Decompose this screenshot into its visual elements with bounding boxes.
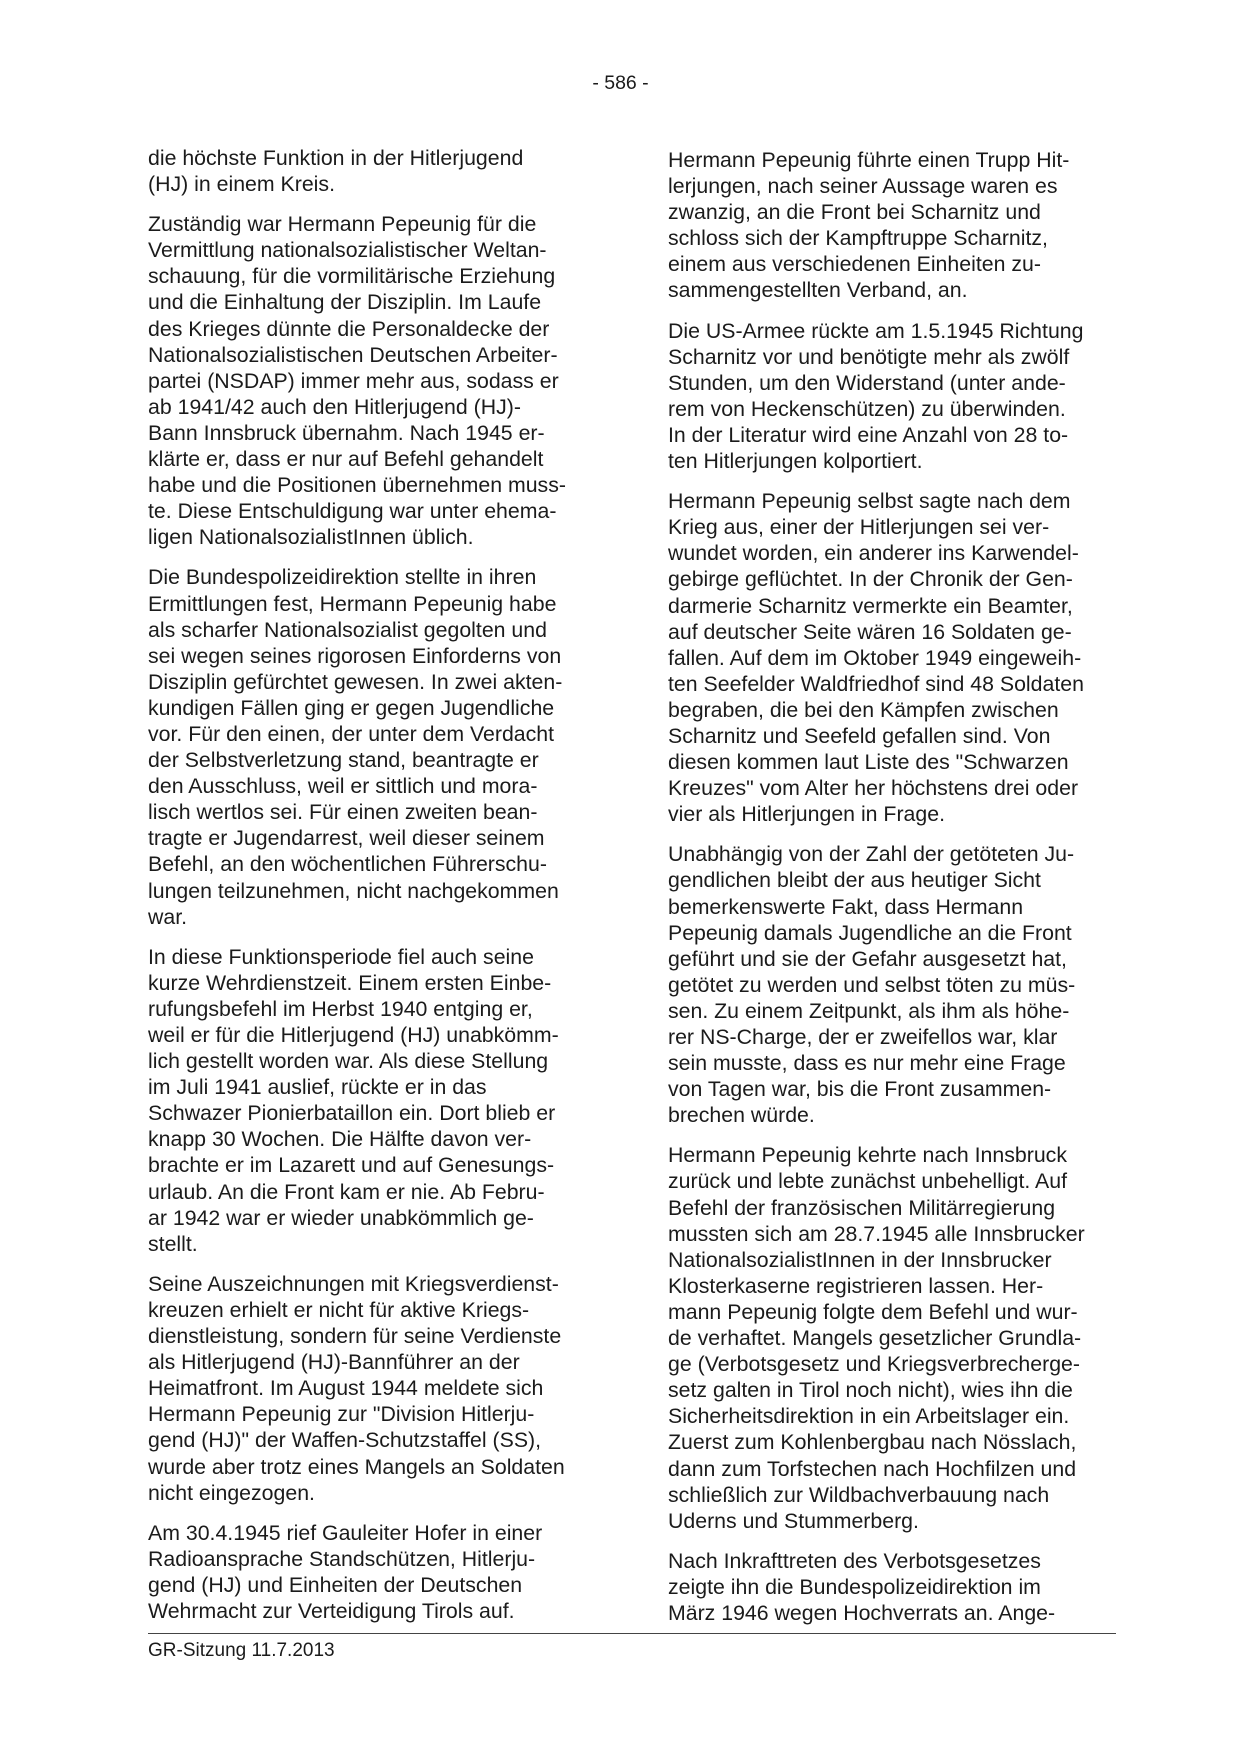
paragraph: Hermann Pepeunig kehrte nach Innsbruck zurück und lebte zunächst unbehelligt. Auf Befehl der französischen Militärregierung mussten sich am 28.7.1945 alle Innsbrucker NationalsozialistInnen in der Innsbrucker Klosterkaserne registrieren lassen. Her- mann Pepeunig folgte dem Befehl und wur- de verhaftet. Mangels gesetzlicher Grundla- ge (Verbotsgesetz und Kriegsverbrecherge- setz galten in Tirol noch nicht), wies ihn die Sicherheitsdirektion in ein Arbeitslager ein. Zuerst zum Kohlenbergbau nach Nösslach, dann zum Torfstechen nach Hochfilzen und schließlich zur Wildbachverbauung nach Uderns und Stummerberg. [668,1143,1085,1533]
paragraph: Die Bundespolizeidirektion stellte in ihren Ermittlungen fest, Hermann Pepeunig habe als scharfer Nationalsozialist gegolten und sei wegen seines rigorosen Einforderns von Disziplin gefürchtet gewesen. In zwei akten- kundigen Fällen ging er gegen Jugendliche vor. Für den einen, der unter dem Verdacht der Selbstverletzung stand, beantragte er den Ausschluss, weil er sittlich und mora- lisch wertlos sei. Für einen zweiten bean- tragte er Jugendarrest, weil dieser seinem Befehl, an den wöchentlichen Führerschu- lungen teilzunehmen, nicht nachgekommen war. [148,565,563,929]
paragraph: Nach Inkrafttreten des Verbotsgesetzes zeigte ihn die Bundespolizeidirektion im März 1946 wegen Hochverrats an. Ange- [668,1548,1056,1625]
paragraph: Seine Auszeichnungen mit Kriegsverdienst- kreuzen erhielt er nicht für aktive Kriegs- dienstleistung, sondern für seine Verdienste als Hitlerjugend (HJ)-Bannführer an der Heimatfront. Im August 1944 meldete sich Hermann Pepeunig zur "Division Hitlerju- gend (HJ)" der Waffen-Schutzstaffel (SS), wurde aber trotz eines Mangels an Soldaten nicht eingezogen. [148,1271,565,1505]
paragraph: die höchste Funktion in der Hitlerjugend (HJ) in einem Kreis. [148,146,524,197]
paragraph: Hermann Pepeunig selbst sagte nach dem Krieg aus, einer der Hitlerjungen sei ver- wundet worden, ein anderer ins Karwendel- gebirge geflüchtet. In der Chronik der Gen- darmerie Scharnitz vermerkte ein Beamter, auf deutscher Seite wären 16 Soldaten ge- fallen. Auf dem im Oktober 1949 eingeweih- ten Seefelder Waldfriedhof sind 48 Soldaten begraben, die bei den Kämpfen zwischen Scharnitz und Seefeld gefallen sind. Von diesen kommen laut Liste des "Schwarzen Kreuzes" vom Alter her höchstens drei oder vier als Hitlerjungen in Frage. [668,489,1084,827]
paragraph: Unabhängig von der Zahl der getöteten Ju- gendlichen bleibt der aus heutiger Sicht bemerkenswerte Fakt, dass Hermann Pepeunig damals Jugendliche an die Front geführt und sie der Gefahr ausgesetzt hat, getötet zu werden und selbst töten zu müs- sen. Zu einem Zeitpunkt, als ihm als höhe- rer NS-Charge, der er zweifellos war, klar sein musste, dass es nur mehr eine Frage von Tagen war, bis die Front zusammen- brechen würde. [668,842,1076,1128]
paragraph: Am 30.4.1945 rief Gauleiter Hofer in einer Radioansprache Standschützen, Hitlerju- gend (HJ) und Einheiten der Deutschen Wehrmacht zur Verteidigung Tirols auf. [148,1520,543,1623]
paragraph: Hermann Pepeunig führte einen Trupp Hit- lerjungen, nach seiner Aussage waren es zwanzig, an die Front bei Scharnitz und schloss sich der Kampftruppe Scharnitz, einem aus verschiedenen Einheiten zu- sammengestellten Verband, an. [668,148,1070,303]
footer-divider [148,1633,1116,1634]
page-number: - 586 - [592,72,649,94]
paragraph: In diese Funktionsperiode fiel auch seine kurze Wehrdienstzeit. Einem ersten Einbe- rufungsbefehl im Herbst 1940 entging er, weil er für die Hitlerjugend (HJ) unabkömm- lich gestellt worden war. Als diese Stellung im Juli 1941 auslief, rückte er in das Schwazer Pionierbataillon ein. Dort blieb er knapp 30 Wochen. Die Hälfte davon ver- brachte er im Lazarett und auf Genesungs- urlaub. An die Front kam er nie. Ab Febru- ar 1942 war er wieder unabkömmlich ge- stellt. [148,944,559,1256]
footer-text: GR-Sitzung 11.7.2013 [148,1640,335,1661]
right-column [668,147,1112,1640]
left-column [148,145,592,1638]
paragraph: Zuständig war Hermann Pepeunig für die Vermittlung nationalsozialistischer Weltan- schauung, für die vormilitärische Erziehung und die Einhaltung der Disziplin. Im Laufe des Krieges dünnte die Personaldecke der Nationalsozialistischen Deutschen Arbeiter- partei (NSDAP) immer mehr aus, sodass er ab 1941/42 auch den Hitlerjugend (HJ)- Bann Innsbruck übernahm. Nach 1945 er- klärte er, dass er nur auf Befehl gehandelt habe und die Positionen übernehmen muss- te. Diese Entschuldigung war unter ehema- ligen NationalsozialistInnen üblich. [148,212,566,550]
paragraph: Die US-Armee rückte am 1.5.1945 Richtung Scharnitz vor und benötigte mehr als zwölf Stunden, um den Widerstand (unter ande- rem von Heckenschützen) zu überwinden. In der Literatur wird eine Anzahl von 28 to- ten Hitlerjungen kolportiert. [668,318,1084,474]
